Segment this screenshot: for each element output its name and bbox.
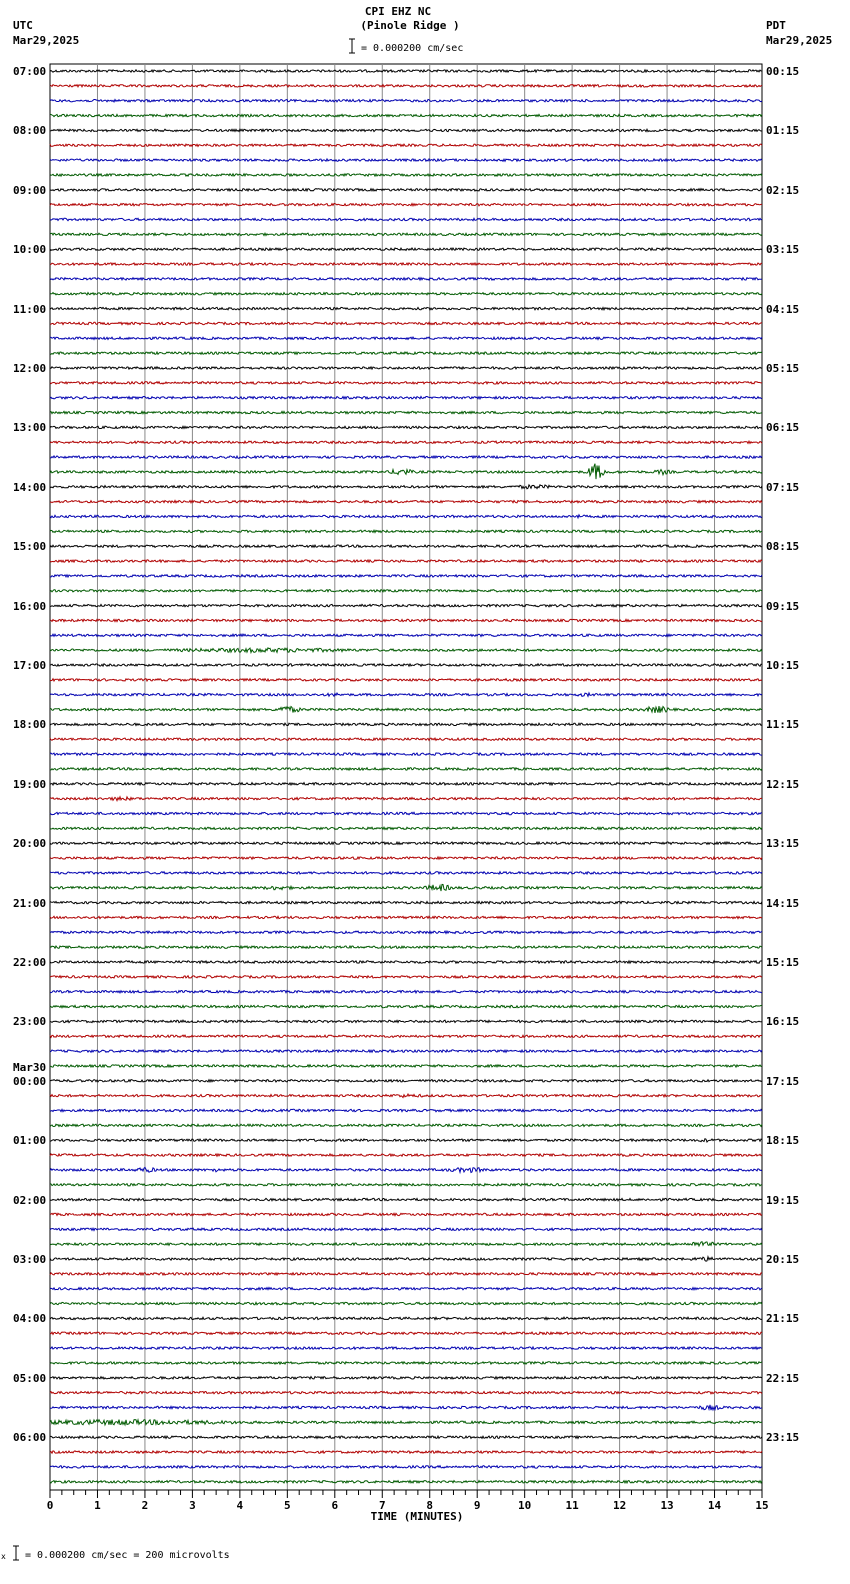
seismic-trace bbox=[50, 530, 762, 532]
seismic-trace bbox=[50, 1302, 762, 1304]
x-tick-label: 5 bbox=[284, 1499, 291, 1512]
seismic-trace bbox=[50, 1317, 762, 1319]
seismic-trace bbox=[50, 144, 762, 146]
seismic-trace bbox=[50, 159, 762, 161]
seismic-trace bbox=[50, 723, 762, 725]
left-hour-label: 19:00 bbox=[13, 777, 47, 791]
right-hour-label: 10:15 bbox=[766, 659, 800, 672]
seismic-trace bbox=[50, 515, 762, 518]
x-tick-label: 3 bbox=[189, 1499, 196, 1512]
left-hour-label: 23:00 bbox=[13, 1015, 47, 1029]
left-hour-label: 18:00 bbox=[13, 718, 47, 732]
left-hour-label: 16:00 bbox=[13, 599, 47, 613]
right-hour-label: 01:15 bbox=[766, 124, 800, 138]
seismic-trace bbox=[50, 604, 762, 606]
left-hour-label: 11:00 bbox=[13, 302, 47, 316]
seismic-trace bbox=[50, 1288, 762, 1290]
right-hour-label: 20:15 bbox=[766, 1253, 800, 1266]
seismic-trace bbox=[50, 1124, 762, 1126]
right-hour-label: 21:15 bbox=[766, 1312, 800, 1326]
left-hour-label: 21:00 bbox=[13, 896, 47, 910]
seismic-trace bbox=[50, 218, 762, 220]
seismic-trace bbox=[50, 1405, 762, 1410]
seismic-trace bbox=[50, 189, 762, 191]
x-tick-label: 6 bbox=[331, 1499, 339, 1512]
seismic-trace bbox=[50, 1377, 762, 1379]
seismic-trace bbox=[50, 397, 762, 399]
footer-scale-note: = 0.000200 cm/sec = 200 microvolts bbox=[25, 1550, 230, 1561]
seismic-trace bbox=[50, 1198, 762, 1200]
seismic-trace bbox=[50, 679, 762, 681]
seismic-trace bbox=[50, 464, 762, 479]
left-hour-label: 09:00 bbox=[13, 183, 47, 197]
seismic-trace bbox=[50, 1184, 762, 1186]
site-title: (Pinole Ridge ) bbox=[360, 19, 460, 32]
seismic-trace bbox=[50, 884, 762, 891]
x-tick-label: 1 bbox=[94, 1499, 101, 1512]
x-tick-label: 10 bbox=[518, 1499, 532, 1512]
left-date-label: Mar29,2025 bbox=[13, 34, 80, 47]
seismic-trace bbox=[50, 857, 762, 859]
right-hour-label: 03:15 bbox=[766, 243, 800, 257]
seismic-trace bbox=[50, 456, 762, 458]
seismic-trace bbox=[50, 634, 762, 636]
seismic-trace bbox=[50, 961, 762, 963]
seismic-trace bbox=[50, 1392, 762, 1394]
right-hour-label: 17:15 bbox=[766, 1074, 800, 1088]
seismic-trace bbox=[50, 706, 762, 713]
right-hour-label: 06:15 bbox=[766, 421, 800, 435]
seismic-trace bbox=[50, 1154, 762, 1156]
seismic-trace bbox=[50, 872, 762, 874]
seismic-trace bbox=[50, 1109, 762, 1111]
seismic-trace bbox=[50, 1362, 762, 1364]
seismic-trace bbox=[50, 1020, 762, 1022]
seismic-trace bbox=[50, 619, 762, 621]
right-date-label: Mar29,2025 bbox=[766, 34, 833, 47]
seismic-trace bbox=[50, 560, 762, 562]
x-axis-title: TIME (MINUTES) bbox=[370, 1510, 464, 1523]
left-hour-label: 08:00 bbox=[13, 124, 47, 138]
seismic-trace bbox=[50, 501, 762, 503]
left-hour-label: 03:00 bbox=[13, 1253, 47, 1266]
seismic-trace bbox=[50, 931, 762, 933]
date-change-label: Mar30 bbox=[13, 1060, 47, 1074]
scale-bar-icon bbox=[349, 39, 355, 53]
left-hour-label: 17:00 bbox=[13, 659, 47, 672]
x-tick-label: 0 bbox=[46, 1499, 54, 1512]
right-hour-label: 15:15 bbox=[766, 956, 800, 969]
seismic-trace bbox=[50, 248, 762, 250]
seismic-trace bbox=[50, 1035, 762, 1037]
right-hour-label: 05:15 bbox=[766, 362, 800, 375]
seismic-trace bbox=[50, 753, 762, 755]
seismic-trace bbox=[50, 114, 762, 116]
seismic-trace bbox=[50, 411, 762, 413]
seismic-trace bbox=[50, 1451, 762, 1453]
seismic-trace bbox=[50, 1273, 762, 1275]
left-hour-label: 07:00 bbox=[13, 65, 47, 78]
left-hour-label: 13:00 bbox=[13, 421, 47, 435]
seismic-trace bbox=[50, 278, 762, 280]
seismic-trace bbox=[50, 485, 762, 489]
left-hour-label: 06:00 bbox=[13, 1431, 47, 1445]
trace-group bbox=[50, 70, 762, 1483]
scale-label: = 0.000200 cm/sec bbox=[361, 43, 464, 54]
right-hour-label: 11:15 bbox=[766, 718, 800, 732]
seismic-trace bbox=[50, 204, 762, 206]
seismic-trace bbox=[50, 367, 762, 369]
right-hour-label: 14:15 bbox=[766, 896, 800, 910]
seismic-trace bbox=[50, 293, 762, 295]
seismic-trace bbox=[50, 1139, 762, 1142]
seismic-trace bbox=[50, 1347, 762, 1349]
seismic-trace bbox=[50, 1005, 762, 1007]
left-hour-label: 12:00 bbox=[13, 362, 47, 375]
right-hour-label: 08:15 bbox=[766, 540, 800, 554]
seismic-trace bbox=[50, 1080, 762, 1082]
seismic-trace bbox=[50, 916, 762, 918]
seismic-trace bbox=[50, 70, 762, 72]
right-hour-label: 22:15 bbox=[766, 1371, 800, 1385]
seismic-trace bbox=[50, 233, 762, 235]
x-tick-label: 4 bbox=[236, 1499, 244, 1512]
left-hour-label: 14:00 bbox=[13, 480, 47, 494]
seismic-trace bbox=[50, 1466, 762, 1468]
left-hour-label: 00:00 bbox=[13, 1074, 47, 1088]
left-hour-label: 02:00 bbox=[13, 1193, 47, 1207]
seismic-trace bbox=[50, 322, 762, 324]
seismic-trace bbox=[50, 1167, 762, 1172]
right-hour-label: 18:15 bbox=[766, 1134, 800, 1148]
seismic-trace bbox=[50, 1065, 762, 1067]
x-tick-label: 14 bbox=[707, 1499, 722, 1512]
seismic-trace bbox=[50, 1242, 762, 1246]
x-tick-label: 9 bbox=[473, 1499, 481, 1512]
x-tick-label: 15 bbox=[755, 1499, 769, 1512]
right-hour-label: 04:15 bbox=[766, 302, 800, 316]
seismic-trace bbox=[50, 263, 762, 265]
left-hour-label: 10:00 bbox=[13, 243, 47, 257]
right-hour-label: 09:15 bbox=[766, 599, 800, 613]
left-timezone-label: UTC bbox=[13, 19, 33, 32]
seismic-trace bbox=[50, 382, 762, 384]
left-hour-label: 20:00 bbox=[13, 837, 47, 851]
seismic-trace bbox=[50, 1213, 762, 1215]
seismic-trace bbox=[50, 901, 762, 903]
seismic-trace bbox=[50, 441, 762, 443]
seismic-trace bbox=[50, 812, 762, 814]
x-tick-label: 8 bbox=[426, 1499, 434, 1512]
seismic-trace bbox=[50, 1228, 762, 1230]
seismic-trace bbox=[50, 307, 762, 309]
footer-scale-icon bbox=[13, 1546, 19, 1560]
right-hour-label: 00:15 bbox=[766, 65, 800, 78]
right-hour-label: 23:15 bbox=[766, 1431, 800, 1445]
seismic-trace bbox=[50, 768, 762, 770]
seismic-trace bbox=[50, 797, 762, 801]
seismic-trace bbox=[50, 991, 762, 993]
left-hour-label: 22:00 bbox=[13, 956, 47, 969]
seismic-trace bbox=[50, 664, 762, 666]
right-timezone-label: PDT bbox=[766, 19, 786, 32]
seismic-trace bbox=[50, 1481, 762, 1483]
x-axis bbox=[47, 1490, 769, 1512]
left-hour-label: 04:00 bbox=[13, 1312, 47, 1326]
seismic-trace bbox=[50, 1436, 762, 1438]
seismic-trace bbox=[50, 783, 762, 785]
seismic-trace bbox=[50, 1050, 762, 1052]
left-hour-label: 15:00 bbox=[13, 540, 47, 554]
seismic-trace bbox=[50, 842, 762, 844]
right-hour-label: 16:15 bbox=[766, 1015, 800, 1029]
seismic-trace bbox=[50, 1094, 762, 1098]
seismic-trace bbox=[50, 946, 762, 948]
x-tick-label: 7 bbox=[378, 1499, 386, 1512]
left-hour-label: 05:00 bbox=[13, 1371, 47, 1385]
seismic-trace bbox=[50, 1332, 762, 1334]
x-tick-label: 12 bbox=[612, 1499, 627, 1512]
footer-marker: x bbox=[1, 1552, 6, 1561]
seismic-trace bbox=[50, 976, 762, 978]
seismic-trace bbox=[50, 1420, 762, 1425]
seismic-trace bbox=[50, 827, 762, 829]
x-tick-label: 2 bbox=[141, 1499, 149, 1512]
seismic-trace bbox=[50, 100, 762, 102]
seismic-trace bbox=[50, 1257, 762, 1261]
seismic-trace bbox=[50, 426, 762, 428]
seismic-trace bbox=[50, 174, 762, 176]
seismic-trace bbox=[50, 352, 762, 354]
x-tick-label: 11 bbox=[565, 1499, 579, 1512]
seismic-trace bbox=[50, 590, 762, 592]
seismic-trace bbox=[50, 693, 762, 697]
seismic-trace bbox=[50, 129, 762, 131]
seismic-trace bbox=[50, 337, 762, 339]
right-hour-label: 12:15 bbox=[766, 777, 800, 791]
left-hour-label: 01:00 bbox=[13, 1134, 47, 1148]
right-hour-label: 19:15 bbox=[766, 1193, 800, 1207]
right-hour-label: 13:15 bbox=[766, 837, 800, 851]
seismic-trace bbox=[50, 648, 762, 653]
station-title: CPI EHZ NC bbox=[364, 5, 432, 18]
right-hour-label: 07:15 bbox=[766, 480, 800, 494]
seismic-trace bbox=[50, 85, 762, 87]
seismic-trace bbox=[50, 575, 762, 577]
right-hour-label: 02:15 bbox=[766, 183, 800, 197]
seismic-trace bbox=[50, 738, 762, 740]
x-tick-label: 13 bbox=[660, 1499, 674, 1512]
seismic-trace bbox=[50, 545, 762, 547]
